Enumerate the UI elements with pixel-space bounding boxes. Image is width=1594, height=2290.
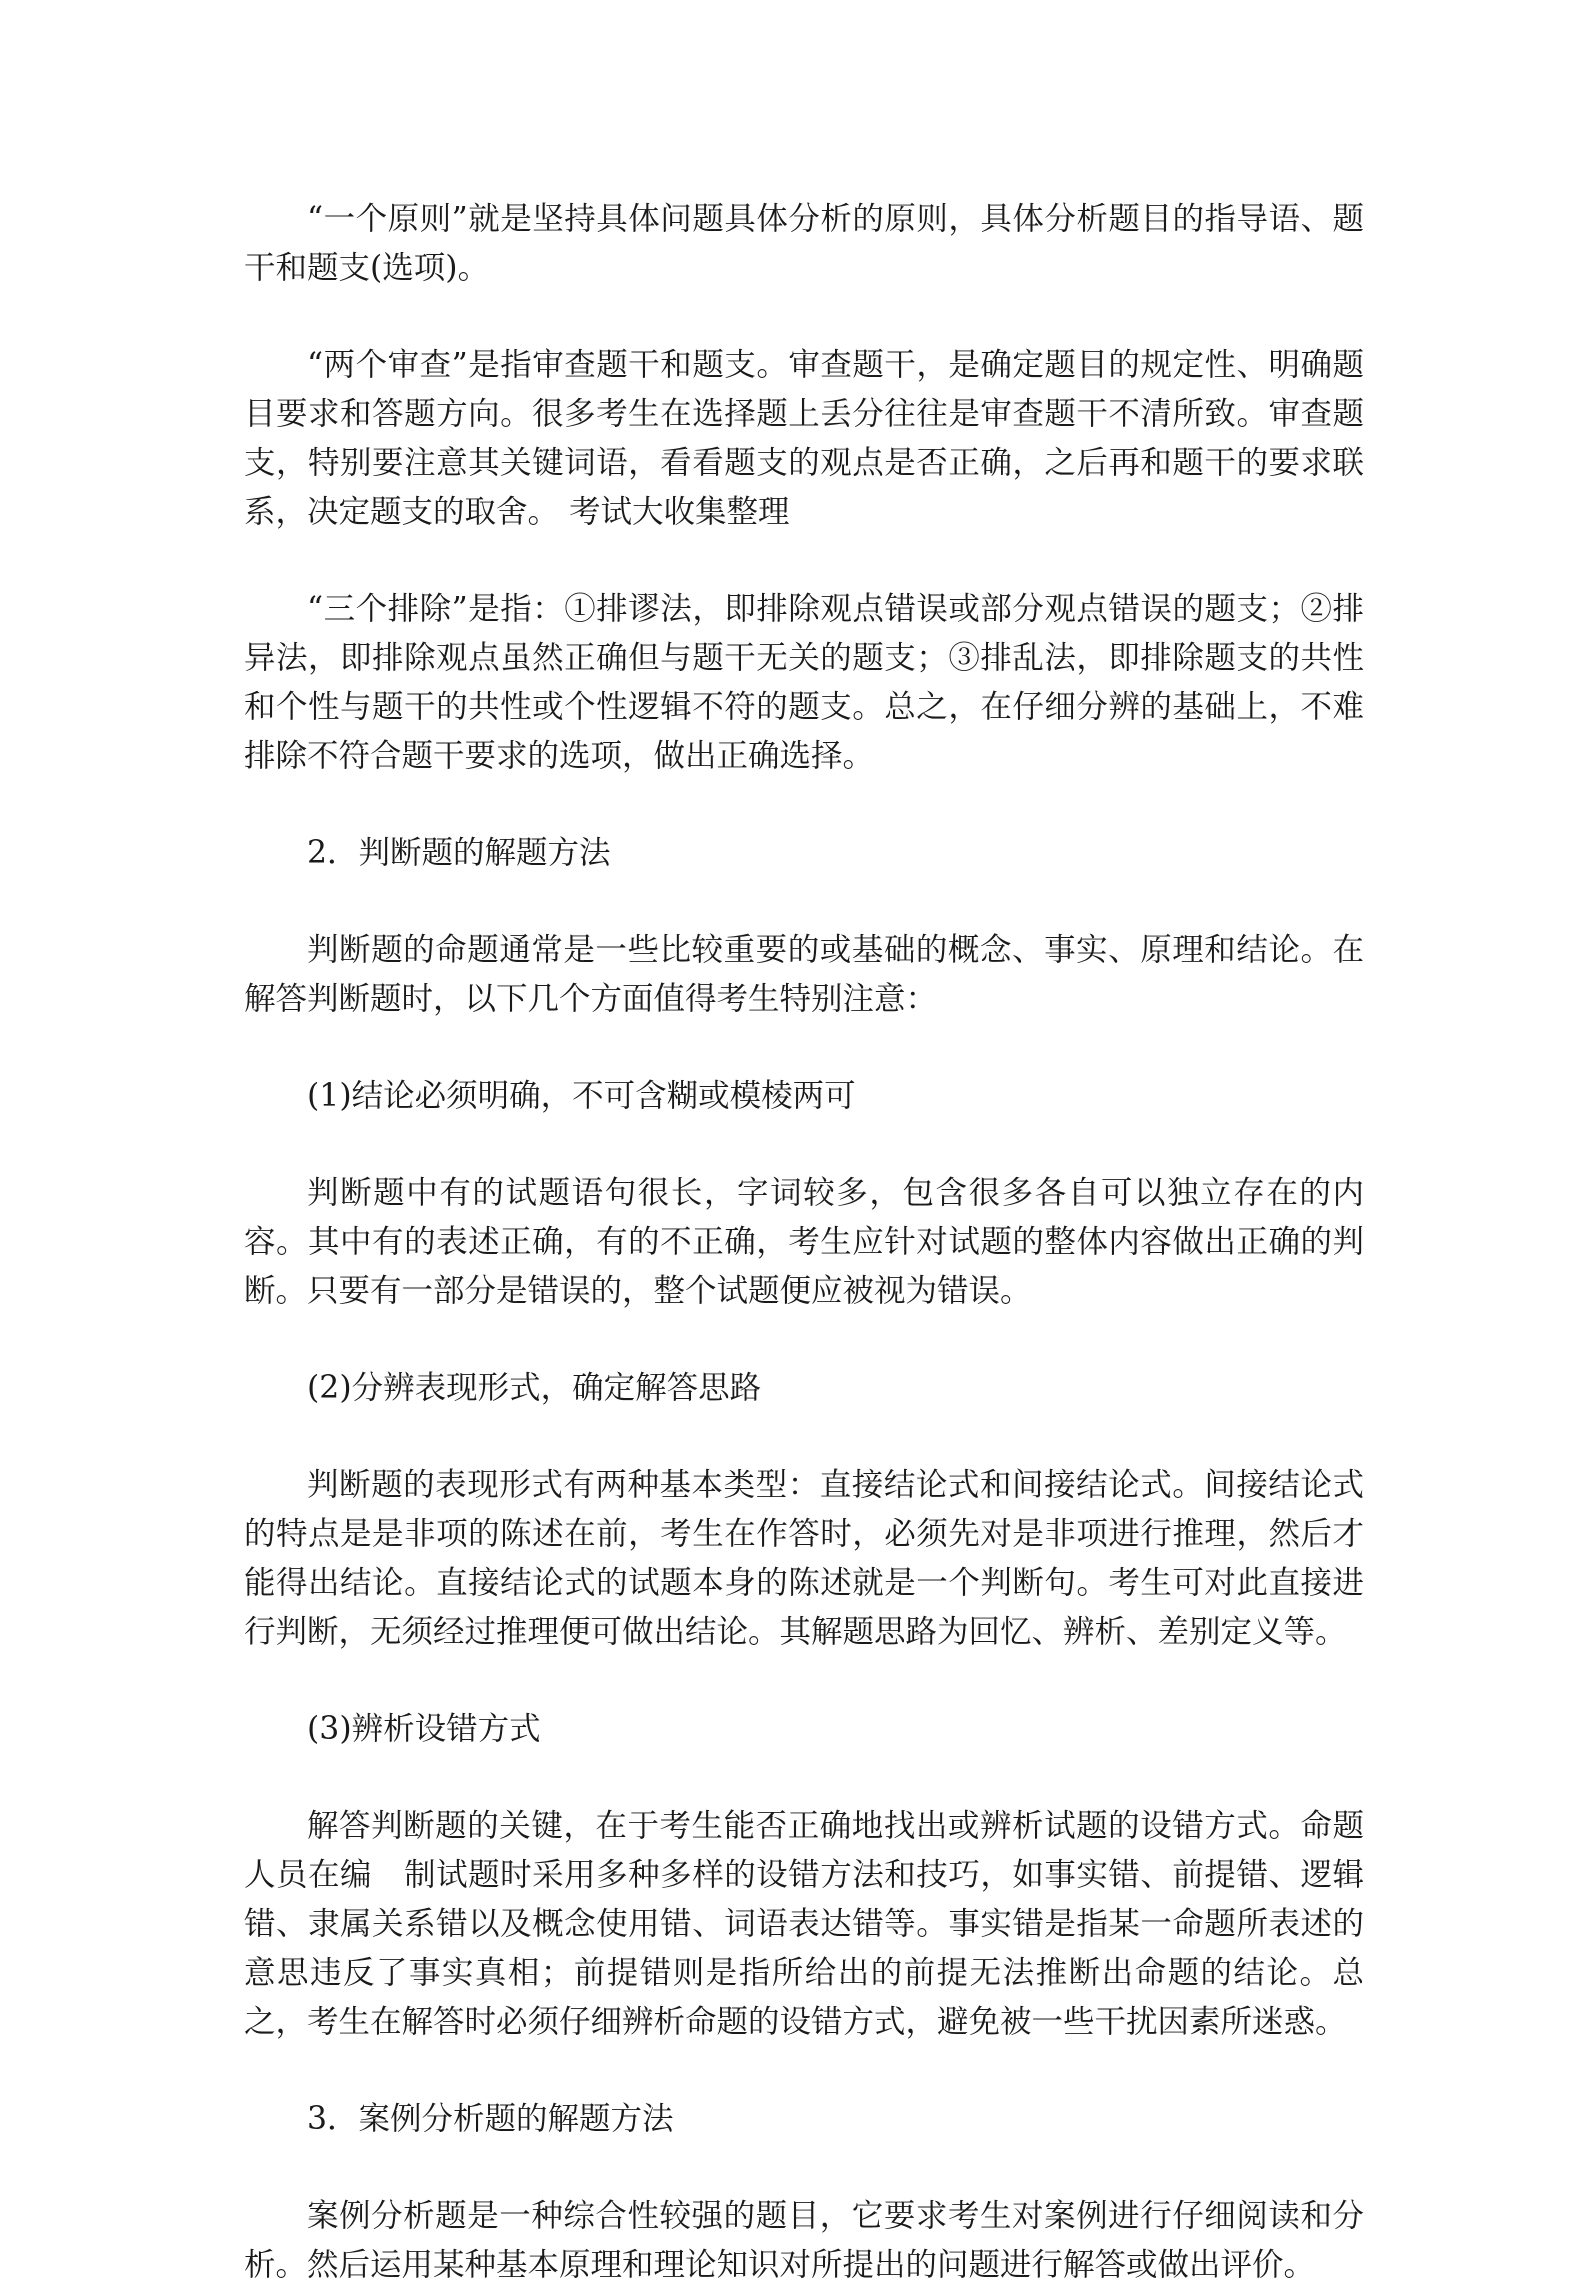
paragraph-true-false-intro: 判断题的命题通常是一些比较重要的或基础的概念、事实、原理和结论。在解答判断题时，以下几个方面值得考生特别注意：	[244, 932, 1364, 1017]
paragraph-form-identification: 判断题的表现形式有两种基本类型：直接结论式和间接结论式。间接结论式的特点是是非项的陈述在前，考生在作答时，必须先对是非项进行推理，然后才能得出结论。直接结论式的试题本身的陈述就是一个判断句。考生可对此直接进行判断，无须经过推理便可做出结论。其解题思路为回忆、辨析、差别定义等。	[244, 1467, 1364, 1650]
paragraph-one-principle: “一个原则”就是坚持具体问题具体分析的原则，具体分析题目的指导语、题干和题支(选项)。	[244, 201, 1364, 286]
subheading-error-analysis: (3)辨析设错方式	[307, 1711, 541, 1747]
paragraph-case-analysis: 案例分析题是一种综合性较强的题目，它要求考生对案例进行仔细阅读和分析。然后运用某种基本原理和理论知识对所提出的问题进行解答或做出评价。	[244, 2198, 1364, 2283]
section-heading-case-analysis: 3．案例分析题的解题方法	[307, 2101, 674, 2137]
subheading-form-identification: (2)分辨表现形式，确定解答思路	[307, 1370, 762, 1406]
paragraph-error-analysis: 解答判断题的关键，在于考生能否正确地找出或辨析试题的设错方式。命题人员在编 制试题时采用多种多样的设错方法和技巧，如事实错、前提错、逻辑错、隶属关系错以及概念使用错、词语表达错等。事实错是指某一命题所表述的意思违反了事实真相；前提错则是指所给出的前提无法推断出命题的结论。总之，考生在解答时必须仔细辨析命题的设错方式，避免被一些干扰因素所迷惑。	[244, 1808, 1364, 2040]
section-heading-true-false: 2．判断题的解题方法	[307, 835, 611, 871]
subheading-clear-conclusion: (1)结论必须明确，不可含糊或模棱两可	[307, 1078, 856, 1114]
document-body	[244, 195, 1364, 2290]
paragraph-three-exclusions: “三个排除”是指：①排谬法，即排除观点错误或部分观点错误的题支；②排异法，即排除观点虽然正确但与题干无关的题支；③排乱法，即排除题支的共性和个性与题干的共性或个性逻辑不符的题支。总之，在仔细分辨的基础上，不难排除不符合题干要求的选项，做出正确选择。	[244, 591, 1364, 774]
paragraph-clear-conclusion: 判断题中有的试题语句很长，字词较多，包含很多各自可以独立存在的内容。其中有的表述正确，有的不正确，考生应针对试题的整体内容做出正确的判断。只要有一部分是错误的，整个试题便应被视为错误。	[244, 1175, 1364, 1309]
paragraph-two-reviews: “两个审查”是指审查题干和题支。审查题干，是确定题目的规定性、明确题目要求和答题方向。很多考生在选择题上丢分往往是审查题干不清所致。审查题支，特别要注意其关键词语，看看题支的观点是否正确，之后再和题干的要求联系，决定题支的取舍。 考试大收集整理	[244, 347, 1364, 530]
